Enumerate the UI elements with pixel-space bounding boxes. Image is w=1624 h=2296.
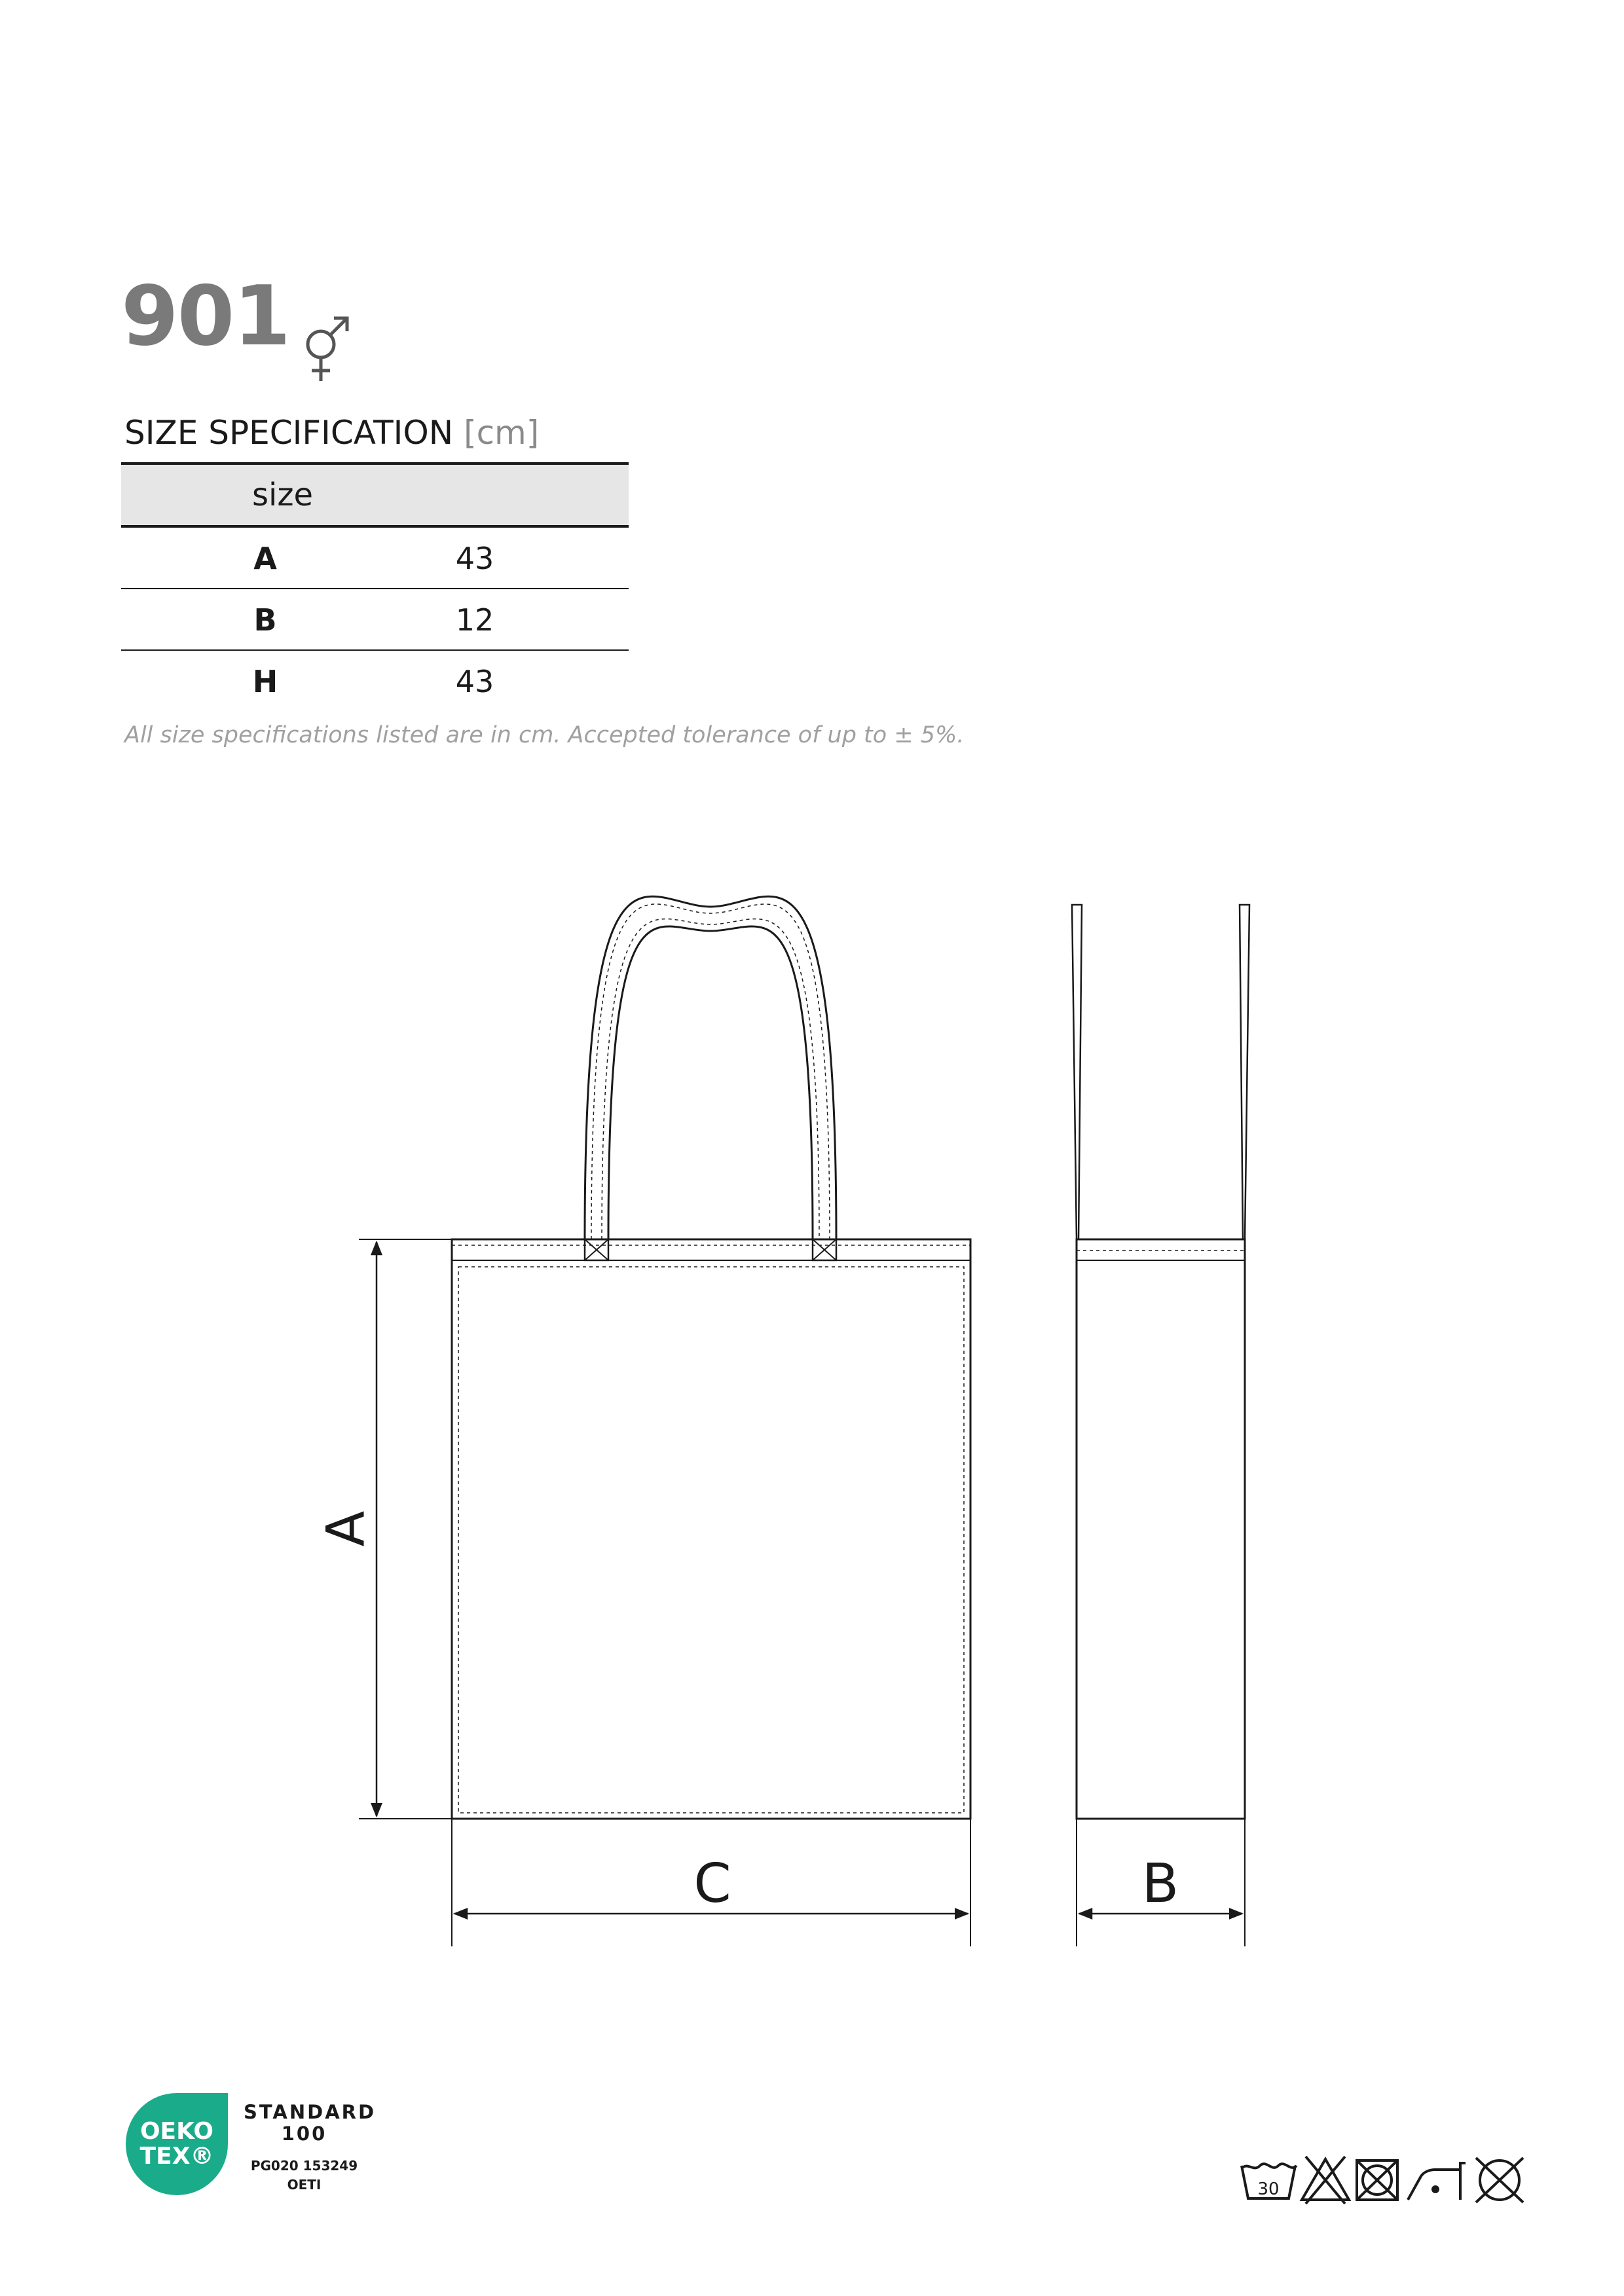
row-value: 43 <box>455 541 494 576</box>
standard-line2: 100 <box>281 2123 327 2145</box>
size-header-label: size <box>252 477 314 513</box>
spec-title-text: SIZE SPECIFICATION <box>124 414 454 452</box>
row-label: A <box>253 541 277 576</box>
dimension-label-a: A <box>315 1510 377 1547</box>
product-number: 901 <box>121 268 290 364</box>
dimension-label-c: C <box>693 1853 731 1915</box>
bag-front-view <box>452 1239 970 1819</box>
certificate-institute: OETI <box>287 2177 322 2193</box>
row-label: H <box>252 664 278 699</box>
certificate-code: PG020 153249 <box>250 2158 358 2174</box>
row-label: B <box>253 602 277 638</box>
oeko-code <box>244 2157 365 2195</box>
bag-side-view <box>1072 905 1249 1819</box>
no-dry-clean-icon <box>1476 2158 1523 2202</box>
wash-30-icon <box>1242 2164 1297 2199</box>
oeko-standard <box>244 2101 377 2145</box>
iron-low-icon <box>1408 2163 1466 2200</box>
care-icons <box>1239 2154 1534 2206</box>
no-tumble-dry-icon <box>1357 2160 1397 2200</box>
standard-line1: STANDARD <box>244 2101 377 2123</box>
tolerance-note: All size specifications listed are in cm. Accepted tolerance of up to ± 5%. <box>124 722 965 748</box>
oeko-tex-logo <box>126 2092 231 2196</box>
oeko-logo-line1: OEKO <box>139 2118 214 2145</box>
dimension-label-b: B <box>1141 1853 1179 1915</box>
spec-unit: [cm] <box>464 414 540 452</box>
row-value: 43 <box>455 664 494 699</box>
row-value: 12 <box>455 602 494 638</box>
oeko-logo-line2: TEX® <box>139 2143 214 2170</box>
no-bleach-icon <box>1302 2157 1349 2204</box>
bag-handle <box>585 896 836 1239</box>
wash-temp: 30 <box>1257 2179 1280 2199</box>
